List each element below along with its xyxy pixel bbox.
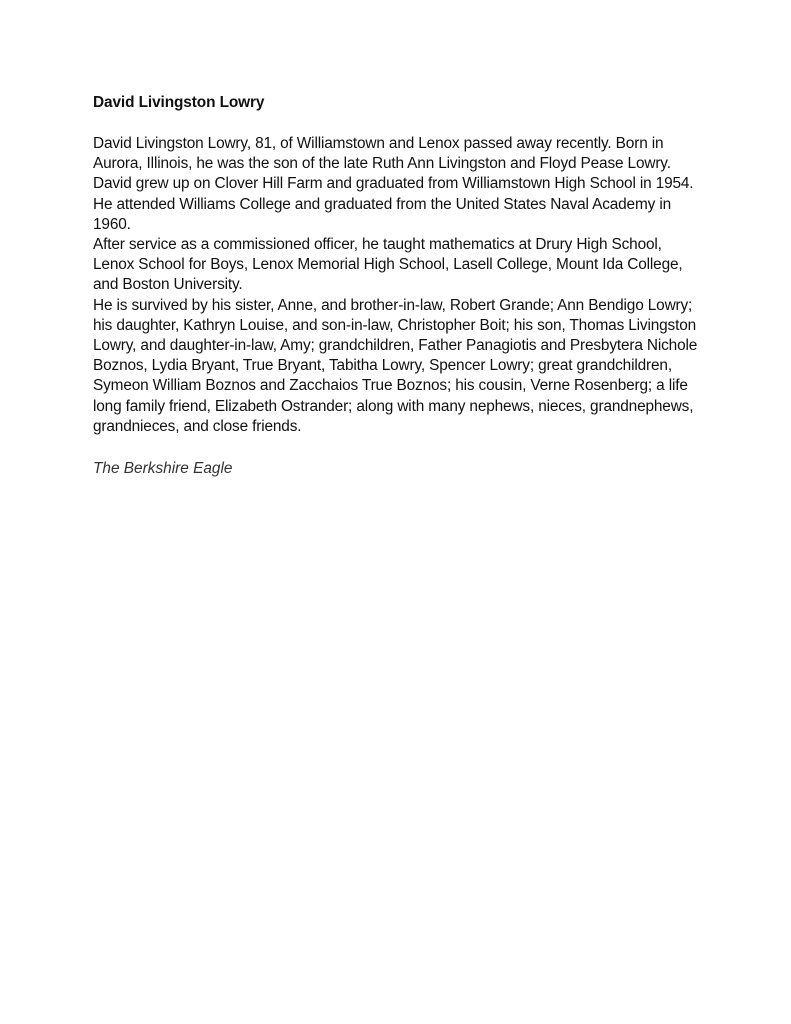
obituary-body: [93, 134, 703, 437]
paragraph-biography: David Livingston Lowry, 81, of Williamstown and Lenox passed away recently. Born in Aurora, Illinois, he was the son of the late Ruth Ann Livingston and Floyd Pease Lowry. David grew up on Clover Hill Farm and graduated from Williamstown High School in 1954. He attended Williams College and graduated from the United States Naval Academy in 1960.: [93, 135, 694, 233]
paragraph-survivors: He is survived by his sister, Anne, and brother-in-law, Robert Grande; Ann Bendigo Lowry; his daughter, Kathryn Louise, and son-in-law, Christopher Boit; his son, Thomas Livingston Lowry, and daughter-in-law, Amy; grandchildren, Father Panagiotis and Presbytera Nichole Boznos, Lydia Bryant, True Bryant, Tabitha Lowry, Spencer Lowry; great grandchildren, Symeon William Boznos and Zacchaios True Boznos; his cousin, Verne Rosenberg; a life long family friend, Elizabeth Ostrander; along with many nephews, nieces, grandnephews, grandnieces, and close friends.: [93, 296, 698, 435]
source-attribution: The Berkshire Eagle: [93, 460, 233, 478]
obituary-content: [93, 92, 703, 479]
obituary-title: David Livingston Lowry: [93, 94, 265, 111]
paragraph-career: After service as a commissioned officer, he taught mathematics at Drury High School, Lenox School for Boys, Lenox Memorial High School, Lasell College, Mount Ida College, and Boston University.: [93, 236, 683, 294]
